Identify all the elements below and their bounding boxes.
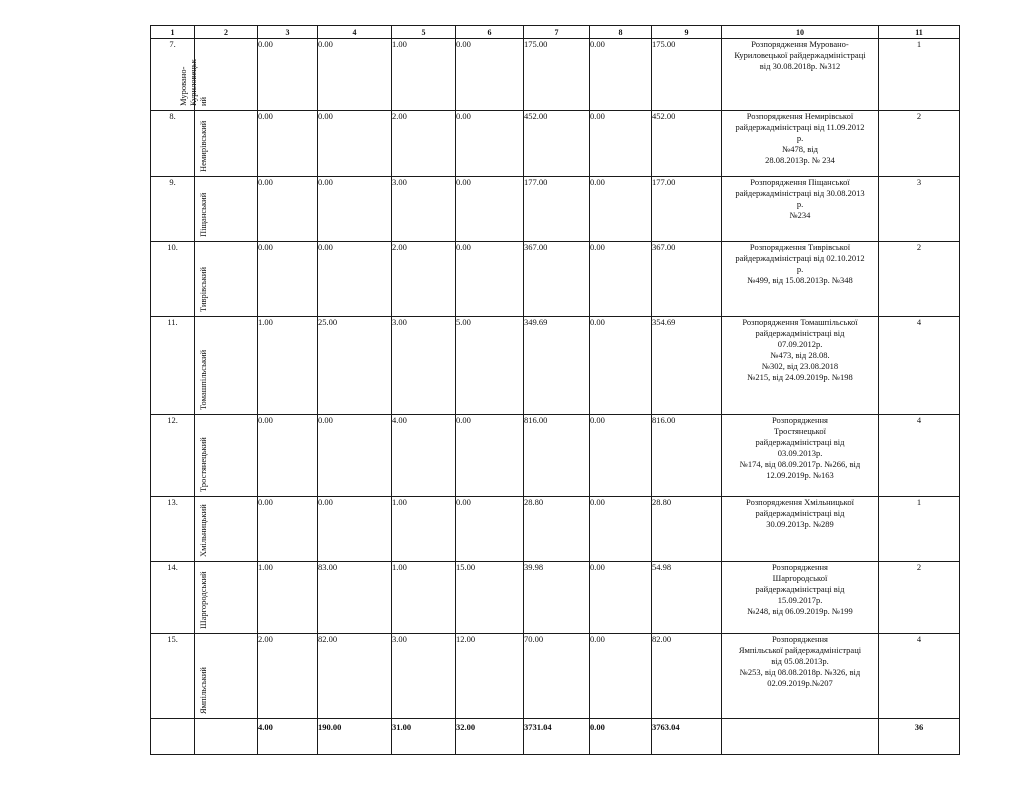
- district-name: Тростянецький: [198, 437, 208, 492]
- col7-value: 28.80: [524, 497, 590, 562]
- col3-value: 0.00: [258, 497, 318, 562]
- col4-value: 83.00: [318, 562, 392, 634]
- col3-value: 2.00: [258, 634, 318, 719]
- order-reference: Розпорядження Тиврівської райдержадміністраці від 02.10.2012 р. №499, від 15.08.2013р. №348: [722, 242, 879, 317]
- col8-value: 0.00: [590, 634, 652, 719]
- col5-value: 1.00: [392, 562, 456, 634]
- district-name: Хмільницький: [198, 504, 208, 557]
- col8-value: 0.00: [590, 177, 652, 242]
- col3-value: 0.00: [258, 177, 318, 242]
- col7-value: 70.00: [524, 634, 590, 719]
- col7-value: 177.00: [524, 177, 590, 242]
- col9-value: 175.00: [652, 39, 722, 111]
- row-number: 7.: [151, 39, 195, 111]
- col3-value: 1.00: [258, 562, 318, 634]
- district-cell: [195, 634, 258, 719]
- table-row: [151, 177, 960, 242]
- col7-value: 349.69: [524, 317, 590, 415]
- district-name: Мурованo- Куриловецьк ий: [178, 59, 208, 106]
- district-name: Немирівський: [198, 120, 208, 172]
- order-reference: Розпорядження Томашпільської райдержадміністраці від 07.09.2012р. №473, від 28.08. №302, від 23.08.2018 №215, від 24.09.2019р. №198: [722, 317, 879, 415]
- total-col7-value: 3731.04: [524, 719, 590, 755]
- col7-value: 39.98: [524, 562, 590, 634]
- table-row: [151, 242, 960, 317]
- table-row: [151, 415, 960, 497]
- col9-value: 816.00: [652, 415, 722, 497]
- total-col4-value: 190.00: [318, 719, 392, 755]
- col3-value: 0.00: [258, 39, 318, 111]
- district-name: Піщанський: [198, 192, 208, 237]
- col8-value: 0.00: [590, 317, 652, 415]
- col5-value: 3.00: [392, 177, 456, 242]
- data-table: [150, 25, 960, 755]
- col4-value: 25.00: [318, 317, 392, 415]
- col6-value: 0.00: [456, 39, 524, 111]
- table-row: [151, 317, 960, 415]
- total-blank-cell: [151, 719, 195, 755]
- count-value: 1: [879, 497, 960, 562]
- col4-value: 0.00: [318, 177, 392, 242]
- col3-value: 0.00: [258, 242, 318, 317]
- col9-value: 28.80: [652, 497, 722, 562]
- table-row: [151, 634, 960, 719]
- total-col9-value: 3763.04: [652, 719, 722, 755]
- col6-value: 12.00: [456, 634, 524, 719]
- header-cell: 5: [392, 26, 456, 39]
- table-row: [151, 562, 960, 634]
- header-cell: 3: [258, 26, 318, 39]
- col8-value: 0.00: [590, 111, 652, 177]
- count-value: 2: [879, 111, 960, 177]
- col6-value: 5.00: [456, 317, 524, 415]
- col8-value: 0.00: [590, 497, 652, 562]
- col9-value: 54.98: [652, 562, 722, 634]
- col7-value: 452.00: [524, 111, 590, 177]
- order-reference: Розпорядження Тростянецької райдержадміністраці від 03.09.2013р. №174, від 08.09.2017р. №266, від 12.09.2019р. №163: [722, 415, 879, 497]
- row-number: 15.: [151, 634, 195, 719]
- col8-value: 0.00: [590, 242, 652, 317]
- col7-value: 367.00: [524, 242, 590, 317]
- header-cell: 1: [151, 26, 195, 39]
- col6-value: 0.00: [456, 497, 524, 562]
- total-blank-cell: [722, 719, 879, 755]
- district-name: Ямпільський: [198, 667, 208, 714]
- row-number: 10.: [151, 242, 195, 317]
- total-row: [151, 719, 960, 755]
- table-row: [151, 111, 960, 177]
- col4-value: 0.00: [318, 39, 392, 111]
- col5-value: 3.00: [392, 317, 456, 415]
- col8-value: 0.00: [590, 39, 652, 111]
- col6-value: 0.00: [456, 177, 524, 242]
- header-row: [151, 26, 960, 39]
- col4-value: 0.00: [318, 111, 392, 177]
- col5-value: 4.00: [392, 415, 456, 497]
- row-number: 8.: [151, 111, 195, 177]
- col4-value: 0.00: [318, 497, 392, 562]
- district-name: Томашпільський: [198, 349, 208, 410]
- total-col3-value: 4.00: [258, 719, 318, 755]
- col3-value: 1.00: [258, 317, 318, 415]
- count-value: 4: [879, 415, 960, 497]
- row-number: 11.: [151, 317, 195, 415]
- col6-value: 0.00: [456, 111, 524, 177]
- col3-value: 0.00: [258, 415, 318, 497]
- order-reference: Розпорядження Немирівської райдержадміністраці від 11.09.2012 р. №478, від 28.08.2013р. № 234: [722, 111, 879, 177]
- col9-value: 354.69: [652, 317, 722, 415]
- col8-value: 0.00: [590, 415, 652, 497]
- header-cell: 9: [652, 26, 722, 39]
- total-col8-value: 0.00: [590, 719, 652, 755]
- row-number: 9.: [151, 177, 195, 242]
- count-value: 1: [879, 39, 960, 111]
- order-reference: Розпорядження Шаргородської райдержадміністраці від 15.09.2017р. №248, від 06.09.2019р. №199: [722, 562, 879, 634]
- table-body: [151, 26, 960, 755]
- col3-value: 0.00: [258, 111, 318, 177]
- header-cell: 10: [722, 26, 879, 39]
- order-reference: Розпорядження Піщанської райдержадміністраці від 30.08.2013 р. №234: [722, 177, 879, 242]
- col6-value: 0.00: [456, 242, 524, 317]
- header-cell: 8: [590, 26, 652, 39]
- header-cell: 4: [318, 26, 392, 39]
- order-reference: Розпорядження Мурованo- Куриловецької райдержадміністраці від 30.08.2018р. №312: [722, 39, 879, 111]
- col6-value: 0.00: [456, 415, 524, 497]
- row-number: 14.: [151, 562, 195, 634]
- header-cell: 11: [879, 26, 960, 39]
- total-blank-cell: [195, 719, 258, 755]
- table-row: [151, 39, 960, 111]
- row-number: 12.: [151, 415, 195, 497]
- col7-value: 175.00: [524, 39, 590, 111]
- col5-value: 2.00: [392, 111, 456, 177]
- order-reference: Розпорядження Хмільницької райдержадміністраці від 30.09.2013р. №289: [722, 497, 879, 562]
- count-value: 4: [879, 634, 960, 719]
- col9-value: 367.00: [652, 242, 722, 317]
- order-reference: Розпорядження Ямпільської райдержадміністраці від 05.08.2013р. №253, від 08.08.2018р. №326, від 02.09.2019р.№207: [722, 634, 879, 719]
- col5-value: 1.00: [392, 39, 456, 111]
- count-value: 2: [879, 562, 960, 634]
- header-cell: 2: [195, 26, 258, 39]
- col4-value: 0.00: [318, 242, 392, 317]
- col4-value: 82.00: [318, 634, 392, 719]
- col9-value: 82.00: [652, 634, 722, 719]
- col7-value: 816.00: [524, 415, 590, 497]
- col5-value: 3.00: [392, 634, 456, 719]
- col5-value: 2.00: [392, 242, 456, 317]
- count-value: 4: [879, 317, 960, 415]
- table-row: [151, 497, 960, 562]
- district-name: Тиврівський: [198, 267, 208, 312]
- col4-value: 0.00: [318, 415, 392, 497]
- col8-value: 0.00: [590, 562, 652, 634]
- col5-value: 1.00: [392, 497, 456, 562]
- count-value: 2: [879, 242, 960, 317]
- header-cell: 7: [524, 26, 590, 39]
- count-value: 3: [879, 177, 960, 242]
- total-col6-value: 32.00: [456, 719, 524, 755]
- district-name: Шаргородський: [198, 571, 208, 629]
- col6-value: 15.00: [456, 562, 524, 634]
- col9-value: 452.00: [652, 111, 722, 177]
- row-number: 13.: [151, 497, 195, 562]
- header-cell: 6: [456, 26, 524, 39]
- total-count: 36: [879, 719, 960, 755]
- col9-value: 177.00: [652, 177, 722, 242]
- total-col5-value: 31.00: [392, 719, 456, 755]
